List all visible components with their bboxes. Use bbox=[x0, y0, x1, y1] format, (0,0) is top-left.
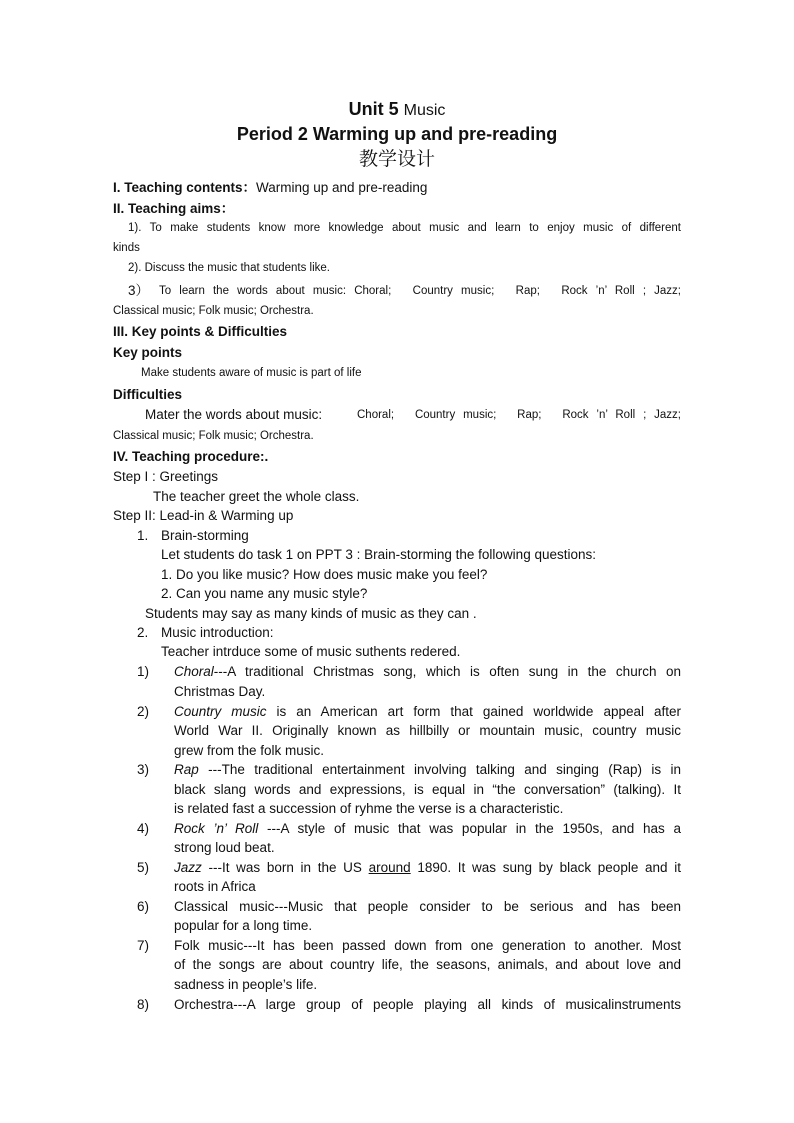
brainstorm-number: 1. bbox=[137, 528, 149, 543]
step-1-heading: Step I : Greetings bbox=[113, 469, 219, 484]
item-number: 5) bbox=[137, 860, 150, 875]
key-points-difficulties-heading: III. Key points & Difficulties bbox=[113, 324, 288, 339]
item-text: is an American art form that gained worldwide appeal after bbox=[266, 704, 681, 719]
difficulties-heading: Difficulties bbox=[113, 387, 183, 402]
aim-1-line-1: 1). To make students know more knowledge about music and learn to enjoy music of different bbox=[128, 222, 681, 234]
teaching-contents bbox=[113, 180, 681, 196]
music-intro-title: Music introduction: bbox=[161, 625, 274, 640]
aim-3-line-2: Classical music; Folk music; Orchestra. bbox=[113, 305, 314, 317]
item-3-line-1 bbox=[174, 763, 681, 777]
aim-3-line-1: To learn the words about music: Choral; Country music; Rap; Rock ’n’ Roll ; Jazz; bbox=[159, 285, 681, 297]
teaching-contents-label: I. Teaching contents： bbox=[113, 180, 257, 195]
item-7-line-2: of the songs are about country life, the seasons, animals, and about love and bbox=[174, 957, 681, 972]
difficulties-lead: Mater the words about music: bbox=[145, 407, 323, 422]
teaching-aims-heading: II. Teaching aims： bbox=[113, 201, 235, 216]
unit-title-suffix: Music bbox=[403, 102, 446, 119]
period-title: Period 2 Warming up and pre-reading bbox=[236, 124, 558, 144]
item-number: 4) bbox=[137, 821, 150, 836]
unit-title-main: Unit 5 bbox=[348, 99, 399, 119]
item-text: ---The traditional entertainment involving talking and singing (Rap) is in bbox=[198, 762, 681, 777]
item-text: ---It was born in the US bbox=[201, 860, 369, 875]
item-text: 1890. It was sung by black people and it bbox=[410, 860, 681, 875]
difficulties-line-1: Choral; Country music; Rap; Rock ’n’ Roll ; Jazz; bbox=[357, 409, 681, 421]
term-rap: Rap bbox=[174, 762, 199, 777]
music-intro-number: 2. bbox=[137, 625, 149, 640]
step-1-text: The teacher greet the whole class. bbox=[153, 489, 360, 504]
item-number: 8) bbox=[137, 997, 150, 1012]
chinese-title: 教学设计 bbox=[358, 148, 435, 170]
term-choral: Choral bbox=[174, 664, 214, 679]
brainstorm-text: Let students do task 1 on PPT 3 : Brain-storming the following questions: bbox=[161, 547, 596, 562]
item-number: 6) bbox=[137, 899, 150, 914]
item-text: ---A style of music that was popular in the 1950s, and has a bbox=[258, 821, 681, 836]
aim-3-number: 3） bbox=[128, 283, 150, 298]
item-5-line-2: roots in Africa bbox=[174, 879, 256, 894]
item-4-line-2: strong loud beat. bbox=[174, 840, 275, 855]
aim-1-line-2: kinds bbox=[113, 242, 140, 254]
item-number: 1) bbox=[137, 664, 150, 679]
item-number: 2) bbox=[137, 704, 150, 719]
brainstorm-title: Brain-storming bbox=[161, 528, 249, 543]
item-1-line-2: Christmas Day. bbox=[174, 684, 266, 699]
item-2-line-3: grew from the folk music. bbox=[174, 743, 325, 758]
key-points-text: Make students aware of music is part of life bbox=[141, 367, 362, 379]
underlined-around: around bbox=[368, 860, 411, 875]
item-7-line-1: Folk music---It has been passed down from one generation to another. Most bbox=[174, 938, 681, 953]
item-2-line-2: World War II. Originally known as hillbilly or mountain music, country music bbox=[174, 723, 681, 738]
teaching-procedure-heading: IV. Teaching procedure:. bbox=[113, 449, 269, 464]
item-6-line-2: popular for a long time. bbox=[174, 918, 313, 933]
difficulties-line-2: Classical music; Folk music; Orchestra. bbox=[113, 430, 314, 442]
question-1: 1. Do you like music? How does music make you feel? bbox=[161, 567, 488, 582]
item-3-line-2: black slang words and expressions, is equal in “the conversation” (talking). It bbox=[174, 782, 681, 797]
music-intro-text: Teacher intrduce some of music suthents redered. bbox=[161, 644, 461, 659]
aim-2: 2). Discuss the music that students like. bbox=[128, 262, 330, 274]
item-5-line-1 bbox=[174, 861, 681, 875]
item-2-line-1 bbox=[174, 705, 681, 719]
item-7-line-3: sadness in people’s life. bbox=[174, 977, 318, 992]
item-text: ---A traditional Christmas song, which is often sung in the church on bbox=[213, 664, 681, 679]
term-rock-n-roll: Rock ’n’ Roll bbox=[174, 821, 259, 836]
unit-title bbox=[0, 100, 794, 119]
item-3-line-3: is related fast a succession of ryhme the verse is a characteristic. bbox=[174, 801, 564, 816]
term-jazz: Jazz bbox=[174, 860, 202, 875]
question-2: 2. Can you name any music style? bbox=[161, 586, 368, 601]
students-say: Students may say as many kinds of music as they can . bbox=[145, 606, 477, 621]
item-4-line-1 bbox=[174, 822, 681, 836]
item-6-line-1: Classical music---Music that people consider to be serious and has been bbox=[174, 899, 681, 914]
item-number: 3) bbox=[137, 762, 150, 777]
item-8-line-1: Orchestra---A large group of people playing all kinds of musicalinstruments bbox=[174, 997, 681, 1012]
term-country-music: Country music bbox=[174, 704, 267, 719]
item-1-line-1 bbox=[174, 665, 681, 679]
step-2-heading: Step II: Lead-in & Warming up bbox=[113, 508, 294, 523]
key-points-heading: Key points bbox=[113, 345, 183, 360]
teaching-contents-value: Warming up and pre-reading bbox=[256, 180, 428, 195]
item-number: 7) bbox=[137, 938, 150, 953]
